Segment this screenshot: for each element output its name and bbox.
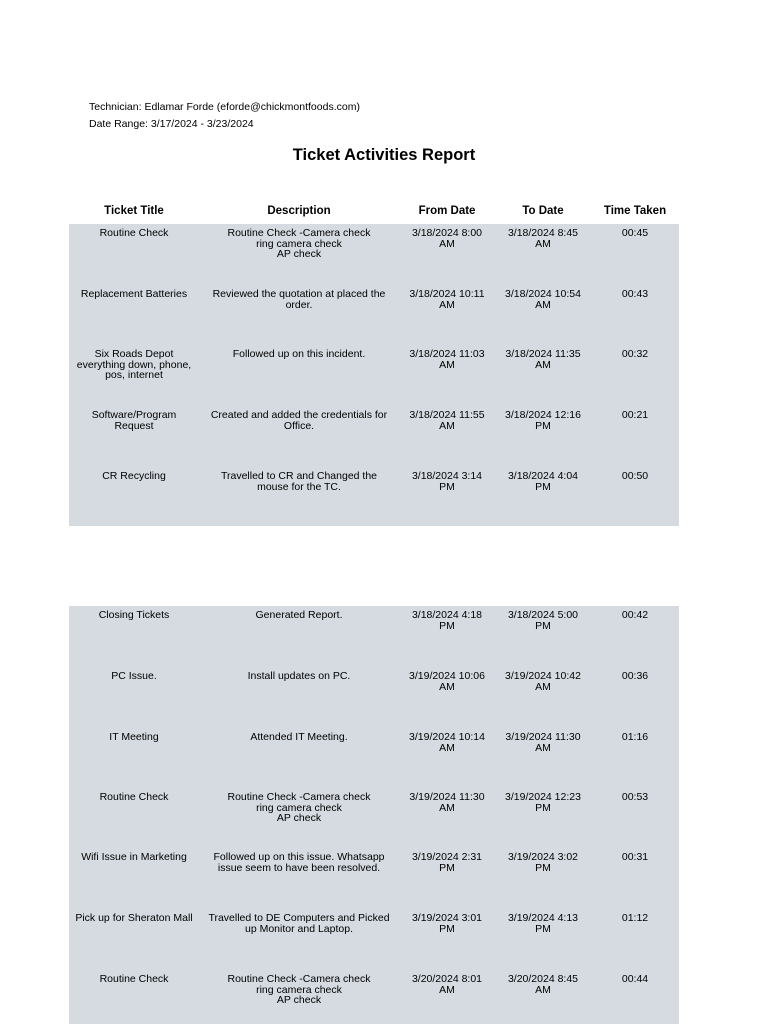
description-cell: Attended IT Meeting. <box>250 731 348 743</box>
description-cell: Reviewed the quotation at placed the order. <box>212 288 386 311</box>
from-date-cell: 3/18/2024 4:18 PM <box>411 609 483 632</box>
ticket-title-cell: Routine Check <box>99 973 169 985</box>
from-date-cell: 3/18/2024 8:00 AM <box>411 227 483 250</box>
to-date-cell: 3/19/2024 12:23 PM <box>505 791 581 814</box>
table-row <box>69 848 679 908</box>
to-date-cell: 3/18/2024 12:16 PM <box>505 409 581 432</box>
from-date-cell: 3/19/2024 10:06 AM <box>409 670 485 693</box>
time-taken-cell: 00:43 <box>621 288 649 300</box>
time-taken-cell: 00:45 <box>621 227 649 239</box>
from-date-cell: 3/19/2024 3:01 PM <box>411 912 483 935</box>
ticket-title-cell: Replacement Batteries <box>80 288 188 300</box>
ticket-title-cell: Pick up for Sheraton Mall <box>75 912 193 924</box>
table-row <box>69 606 679 666</box>
ticket-title-cell: Routine Check <box>99 791 169 803</box>
table-row <box>69 285 679 345</box>
from-date-cell: 3/20/2024 8:01 AM <box>411 973 483 996</box>
from-date-cell: 3/18/2024 11:55 AM <box>409 409 485 432</box>
column-header-from-date: From Date <box>418 205 476 217</box>
ticket-title-cell: Routine Check <box>99 227 169 239</box>
time-taken-cell: 00:21 <box>621 409 649 421</box>
to-date-cell: 3/19/2024 3:02 PM <box>507 851 579 874</box>
time-taken-cell: 00:32 <box>621 348 649 360</box>
description-cell: Generated Report. <box>255 609 343 621</box>
table-row <box>69 224 679 284</box>
table-row <box>69 909 679 969</box>
to-date-cell: 3/18/2024 10:54 AM <box>505 288 581 311</box>
from-date-cell: 3/18/2024 10:11 AM <box>409 288 485 311</box>
description-cell: Created and added the credentials for Office. <box>210 409 388 432</box>
from-date-cell: 3/18/2024 11:03 AM <box>409 348 485 371</box>
time-taken-cell: 01:16 <box>621 731 649 743</box>
to-date-cell: 3/18/2024 11:35 AM <box>505 348 581 371</box>
from-date-cell: 3/18/2024 3:14 PM <box>411 470 483 493</box>
time-taken-cell: 00:50 <box>621 470 649 482</box>
table-header <box>69 205 679 220</box>
ticket-title-cell: PC Issue. <box>111 670 157 682</box>
description-cell: Followed up on this incident. <box>232 348 366 360</box>
description-cell: Routine Check -Camera check ring camera check AP check <box>227 973 371 1006</box>
table-row <box>69 406 679 466</box>
table-row <box>69 970 679 1030</box>
time-taken-cell: 00:42 <box>621 609 649 621</box>
column-header-ticket-title: Ticket Title <box>104 205 164 217</box>
time-taken-cell: 01:12 <box>621 912 649 924</box>
description-cell: Travelled to DE Computers and Picked up Monitor and Laptop. <box>208 912 390 935</box>
table-row <box>69 345 679 405</box>
ticket-title-cell: IT Meeting <box>109 731 159 743</box>
table-row <box>69 467 679 527</box>
ticket-title-cell: Closing Tickets <box>98 609 170 621</box>
from-date-cell: 3/19/2024 2:31 PM <box>411 851 483 874</box>
table-row <box>69 728 679 788</box>
report-title: Ticket Activities Report <box>292 146 476 164</box>
time-taken-cell: 00:36 <box>621 670 649 682</box>
table-body-page-1 <box>69 224 679 526</box>
column-header-description: Description <box>267 205 331 217</box>
description-cell: Routine Check -Camera check ring camera check AP check <box>227 227 371 260</box>
to-date-cell: 3/20/2024 8:45 AM <box>507 973 579 996</box>
to-date-cell: 3/18/2024 5:00 PM <box>507 609 579 632</box>
to-date-cell: 3/18/2024 4:04 PM <box>507 470 579 493</box>
table-row <box>69 667 679 727</box>
from-date-cell: 3/19/2024 10:14 AM <box>409 731 485 754</box>
date-range-line: Date Range: 3/17/2024 - 3/23/2024 <box>89 118 254 130</box>
column-header-time-taken: Time Taken <box>603 205 667 217</box>
table-row <box>69 788 679 848</box>
to-date-cell: 3/19/2024 11:30 AM <box>505 731 581 754</box>
ticket-title-cell: CR Recycling <box>102 470 166 482</box>
technician-line: Technician: Edlamar Forde (eforde@chickmontfoods.com) <box>89 101 360 113</box>
time-taken-cell: 00:44 <box>621 973 649 985</box>
to-date-cell: 3/19/2024 4:13 PM <box>507 912 579 935</box>
from-date-cell: 3/19/2024 11:30 AM <box>409 791 485 814</box>
column-header-to-date: To Date <box>522 205 564 217</box>
table-body-page-2 <box>69 606 679 1024</box>
to-date-cell: 3/18/2024 8:45 AM <box>507 227 579 250</box>
to-date-cell: 3/19/2024 10:42 AM <box>505 670 581 693</box>
ticket-title-cell: Six Roads Depot everything down, phone, pos, internet <box>76 348 192 381</box>
description-cell: Install updates on PC. <box>247 670 351 682</box>
description-cell: Followed up on this issue. Whatsapp issue seem to have been resolved. <box>213 851 385 874</box>
ticket-title-cell: Software/Program Request <box>91 409 177 432</box>
ticket-title-cell: Wifi Issue in Marketing <box>81 851 187 863</box>
time-taken-cell: 00:53 <box>621 791 649 803</box>
time-taken-cell: 00:31 <box>621 851 649 863</box>
description-cell: Routine Check -Camera check ring camera check AP check <box>227 791 371 824</box>
description-cell: Travelled to CR and Changed the mouse for the TC. <box>220 470 378 493</box>
